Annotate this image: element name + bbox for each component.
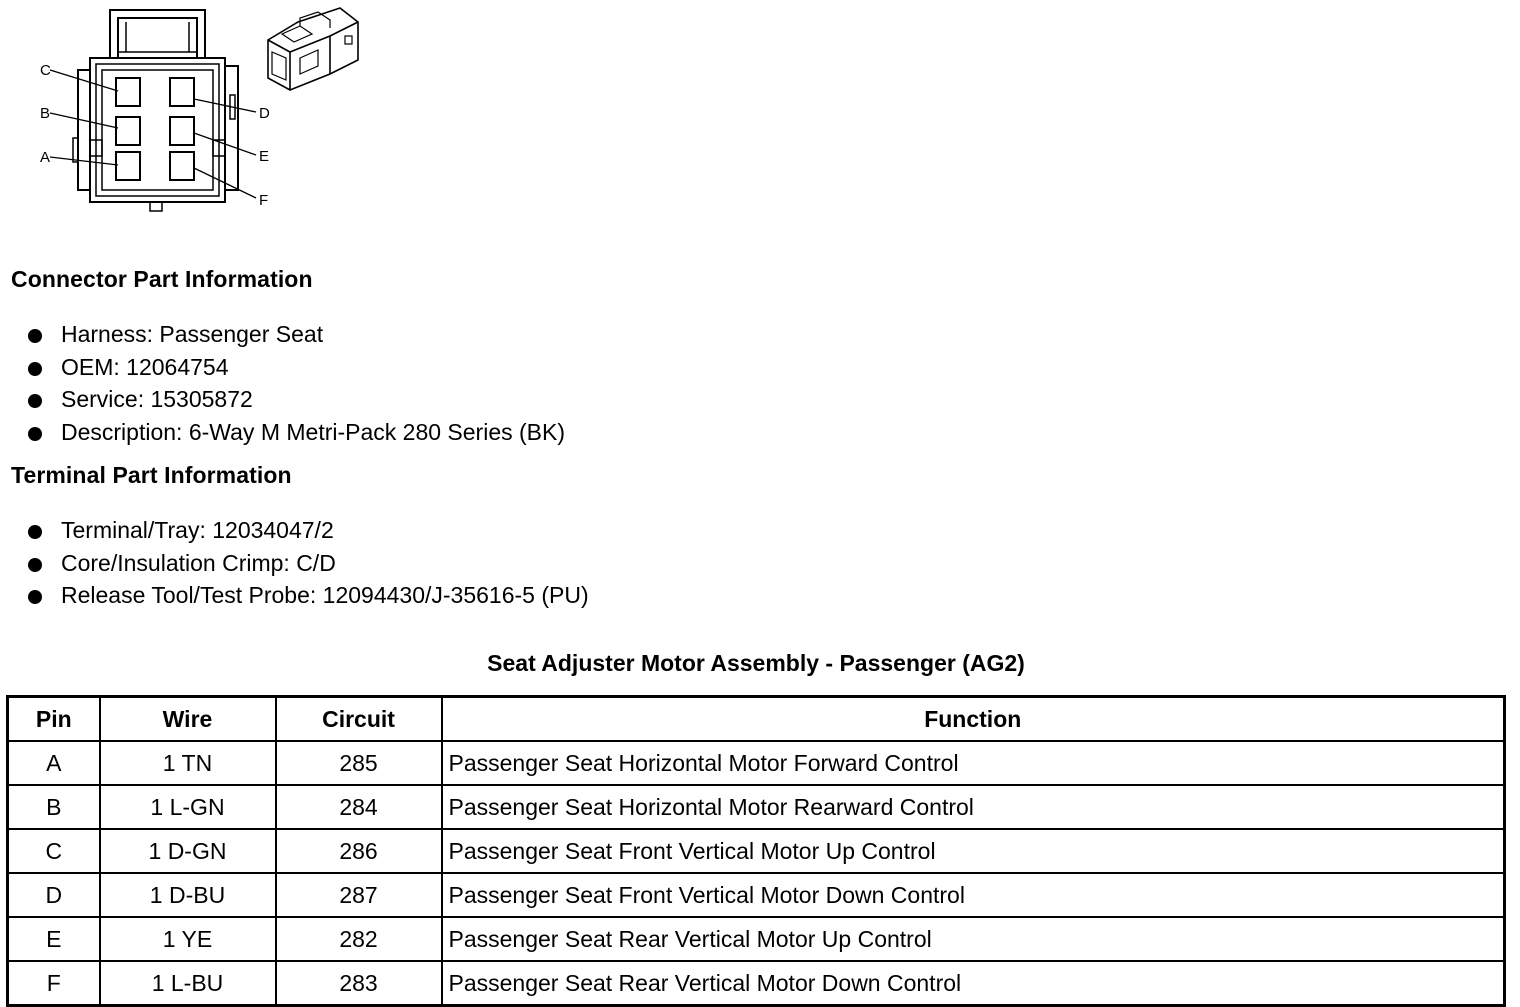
cell-function: Passenger Seat Horizontal Motor Forward Control <box>442 741 1505 785</box>
cell-wire: 1 D-BU <box>100 873 276 917</box>
table-row <box>8 961 1505 1006</box>
cell-pin: B <box>8 785 100 829</box>
cell-wire: 1 TN <box>100 741 276 785</box>
cell-pin: A <box>8 741 100 785</box>
table-row <box>8 917 1505 961</box>
cell-pin: C <box>8 829 100 873</box>
list-item-text: Terminal/Tray: 12034047/2 <box>61 517 334 543</box>
terminal-part-info-heading: Terminal Part Information <box>11 462 292 488</box>
pin-label-e: E <box>259 148 270 165</box>
cavity-a <box>116 152 140 180</box>
pin-label-d: D <box>259 105 270 122</box>
bullet-icon <box>28 329 42 343</box>
cavity-e <box>170 117 194 145</box>
table-row <box>8 741 1505 785</box>
connector-face-view <box>50 10 256 211</box>
table-row <box>8 829 1505 873</box>
terminal-part-info-list <box>28 514 589 612</box>
pin-label-b: B <box>40 105 51 122</box>
cell-circuit: 283 <box>276 961 442 1006</box>
cell-function: Passenger Seat Rear Vertical Motor Up Control <box>442 917 1505 961</box>
header-wire: Wire <box>100 697 276 742</box>
cell-function: Passenger Seat Horizontal Motor Rearward Control <box>442 785 1505 829</box>
bullet-icon <box>28 362 42 376</box>
list-item-text: OEM: 12064754 <box>61 353 229 380</box>
table-title: Seat Adjuster Motor Assembly - Passenger (AG2) <box>487 650 1025 676</box>
connector-part-info-list <box>28 318 565 449</box>
list-item <box>28 318 565 351</box>
bullet-icon <box>28 590 42 604</box>
cell-wire: 1 D-GN <box>100 829 276 873</box>
bullet-icon <box>28 525 42 539</box>
cell-function: Passenger Seat Front Vertical Motor Down Control <box>442 873 1505 917</box>
list-item <box>28 351 565 384</box>
cell-function: Passenger Seat Rear Vertical Motor Down Control <box>442 961 1505 1006</box>
list-item <box>28 514 589 547</box>
cavity-d <box>170 78 194 106</box>
list-item <box>28 547 589 580</box>
cavity-c <box>116 78 140 106</box>
pin-label-f: F <box>259 192 269 209</box>
list-item <box>28 579 589 612</box>
list-item <box>28 383 565 416</box>
header-pin: Pin <box>8 697 100 742</box>
connector-part-info-heading: Connector Part Information <box>11 266 313 292</box>
connector-diagram <box>0 0 380 225</box>
cell-wire: 1 L-GN <box>100 785 276 829</box>
table-header-row <box>8 697 1505 742</box>
pinout-table <box>6 695 1506 1007</box>
cell-circuit: 285 <box>276 741 442 785</box>
list-item-text: Service: 15305872 <box>61 386 253 413</box>
list-item <box>28 416 565 449</box>
cell-function: Passenger Seat Front Vertical Motor Up Control <box>442 829 1505 873</box>
cell-wire: 1 YE <box>100 917 276 961</box>
cavity-b <box>116 117 140 145</box>
cell-pin: F <box>8 961 100 1006</box>
connector-isometric-view <box>268 8 358 90</box>
cell-circuit: 286 <box>276 829 442 873</box>
pin-label-a: A <box>40 149 51 166</box>
list-item-text: Core/Insulation Crimp: C/D <box>61 549 336 576</box>
bullet-icon <box>28 558 42 572</box>
table-row <box>8 873 1505 917</box>
bullet-icon <box>28 394 42 408</box>
pin-label-c: C <box>40 62 51 79</box>
cell-wire: 1 L-BU <box>100 961 276 1006</box>
list-item-text: Release Tool/Test Probe: 12094430/J-35616-5 (PU) <box>61 582 589 609</box>
cell-pin: E <box>8 917 100 961</box>
header-function: Function <box>442 697 1505 742</box>
table-row <box>8 785 1505 829</box>
cell-circuit: 282 <box>276 917 442 961</box>
list-item-text: Harness: Passenger Seat <box>61 321 324 347</box>
header-circuit: Circuit <box>276 697 442 742</box>
cell-pin: D <box>8 873 100 917</box>
cell-circuit: 284 <box>276 785 442 829</box>
cell-circuit: 287 <box>276 873 442 917</box>
bullet-icon <box>28 427 42 441</box>
cavity-f <box>170 152 194 180</box>
list-item-text: Description: 6-Way M Metri-Pack 280 Series (BK) <box>61 419 566 446</box>
